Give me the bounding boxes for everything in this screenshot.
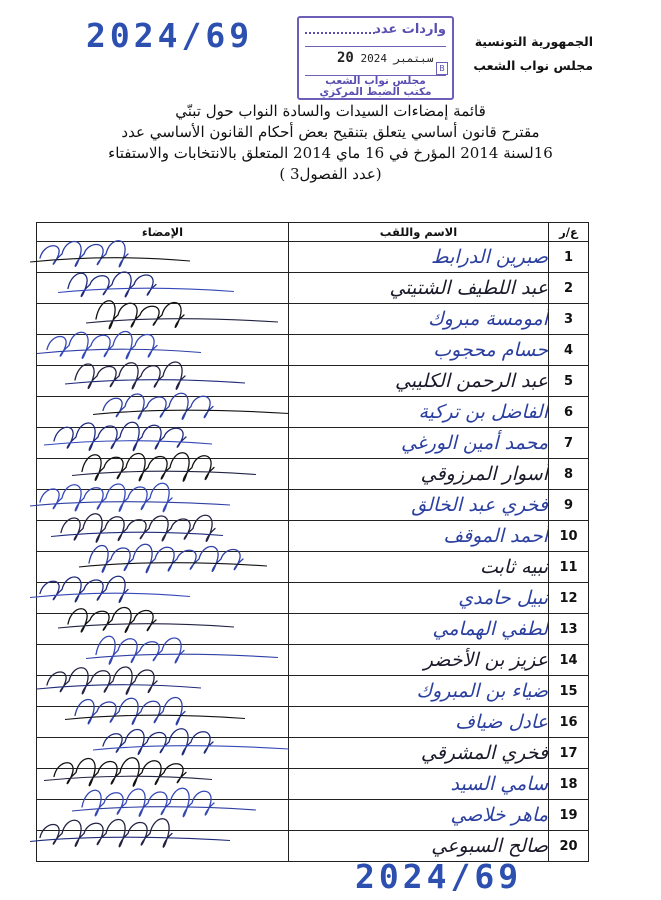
signature-scribble bbox=[30, 576, 190, 602]
row-number: 13 bbox=[549, 614, 589, 645]
signature-scribble bbox=[30, 483, 230, 511]
signature-scribble bbox=[93, 393, 289, 419]
row-name: عزيز بن الأخضر bbox=[289, 645, 549, 676]
stamp-number-top: 2024/69 bbox=[86, 16, 254, 55]
signature-scribble bbox=[44, 758, 212, 786]
row-number: 12 bbox=[549, 583, 589, 614]
registration-dotted-line bbox=[305, 32, 375, 34]
row-number: 10 bbox=[549, 521, 589, 552]
row-number: 8 bbox=[549, 459, 589, 490]
row-name: ماهر خلاصي bbox=[289, 800, 549, 831]
registration-year: 2024 bbox=[360, 52, 387, 65]
row-number: 4 bbox=[549, 335, 589, 366]
title-line-1: قائمة إمضاءات السيدات والسادة النواب حول تبنّي bbox=[175, 102, 486, 120]
registration-label: واردات عدد bbox=[374, 22, 446, 37]
registration-date bbox=[337, 50, 433, 66]
signature-scribble bbox=[30, 241, 190, 267]
row-name: أحمد الموقف bbox=[289, 521, 549, 552]
signature-scribble bbox=[86, 301, 278, 329]
row-number: 14 bbox=[549, 645, 589, 676]
row-number: 5 bbox=[549, 366, 589, 397]
row-name: حسام محجوب bbox=[289, 335, 549, 366]
signature-scribble bbox=[86, 636, 278, 664]
title-line-4: (عدد الفصول3 ) bbox=[279, 165, 382, 183]
row-name: سامي السيد bbox=[289, 769, 549, 800]
row-name: أسوار المرزوقي bbox=[289, 459, 549, 490]
row-number: 1 bbox=[549, 242, 589, 273]
signature-scribble bbox=[51, 514, 223, 542]
row-number: 18 bbox=[549, 769, 589, 800]
row-name: عادل ضياف bbox=[289, 707, 549, 738]
signatures-layer bbox=[0, 232, 330, 862]
row-number: 2 bbox=[549, 273, 589, 304]
row-name: فخري عبد الخالق bbox=[289, 490, 549, 521]
row-name: نبيه ثابت bbox=[289, 552, 549, 583]
row-number: 16 bbox=[549, 707, 589, 738]
signature-scribble bbox=[44, 422, 212, 450]
signature-scribble bbox=[37, 667, 201, 694]
row-number: 19 bbox=[549, 800, 589, 831]
row-number: 15 bbox=[549, 676, 589, 707]
signature-scribble bbox=[30, 819, 230, 847]
row-name: ضياء بن المبروك bbox=[289, 676, 549, 707]
signature-scribble bbox=[72, 453, 256, 481]
row-name: صالح السبوعي bbox=[289, 831, 549, 862]
institution-header bbox=[473, 30, 593, 78]
signature-scribble bbox=[79, 544, 267, 572]
row-name: عبد اللطيف الشتيتي bbox=[289, 273, 549, 304]
signature-scribble bbox=[58, 607, 234, 632]
stamp-number-bottom: 2024/69 bbox=[355, 857, 523, 896]
signature-scribble bbox=[65, 362, 245, 389]
header-number: ع/ر bbox=[549, 223, 589, 242]
signature-scribble bbox=[37, 331, 201, 358]
registration-office-line1: مجلس نواب الشعب bbox=[325, 75, 426, 87]
registration-stamp bbox=[297, 16, 454, 100]
row-name: فخري المشرقي bbox=[289, 738, 549, 769]
row-number: 7 bbox=[549, 428, 589, 459]
row-name: محمد أمين الورغي bbox=[289, 428, 549, 459]
row-number: 17 bbox=[549, 738, 589, 769]
header-parliament: مجلس نواب الشعب bbox=[473, 58, 593, 73]
row-name: صبرين الدرابط bbox=[289, 242, 549, 273]
header-republic: الجمهورية التونسية bbox=[474, 34, 593, 49]
row-number: 9 bbox=[549, 490, 589, 521]
registration-office-line2: مكتب الضبط المركزي bbox=[319, 86, 432, 98]
row-number: 3 bbox=[549, 304, 589, 335]
row-name: نبيل حامدي bbox=[289, 583, 549, 614]
row-number: 20 bbox=[549, 831, 589, 862]
row-number: 6 bbox=[549, 397, 589, 428]
registration-office bbox=[299, 76, 452, 98]
title-line-3: 16لسنة 2014 المؤرخ في 16 ماي 2014 المتعلق بالانتخابات والاستفتاء bbox=[108, 144, 553, 162]
registration-day: 20 bbox=[337, 50, 354, 66]
registration-b-mark: B bbox=[436, 62, 448, 75]
title-line-2: مقترح قانون أساسي يتعلق بتنقيح بعض أحكام القانون الأساسي عدد bbox=[121, 123, 540, 141]
row-name: أمومسة مبروك bbox=[289, 304, 549, 335]
row-name: الفاضل بن تركية bbox=[289, 397, 549, 428]
header-name: الاسم واللقب bbox=[289, 223, 549, 242]
signature-scribble bbox=[65, 697, 245, 724]
row-name: لطفي الهمامي bbox=[289, 614, 549, 645]
row-number: 11 bbox=[549, 552, 589, 583]
row-name: عبد الرحمن الكليبي bbox=[289, 366, 549, 397]
signature-scribble bbox=[72, 788, 256, 816]
registration-month: سبتمبر bbox=[393, 52, 434, 65]
signature-scribble bbox=[58, 272, 234, 297]
signature-scribble bbox=[93, 729, 289, 755]
header-signature: الإمضاء bbox=[37, 223, 289, 242]
